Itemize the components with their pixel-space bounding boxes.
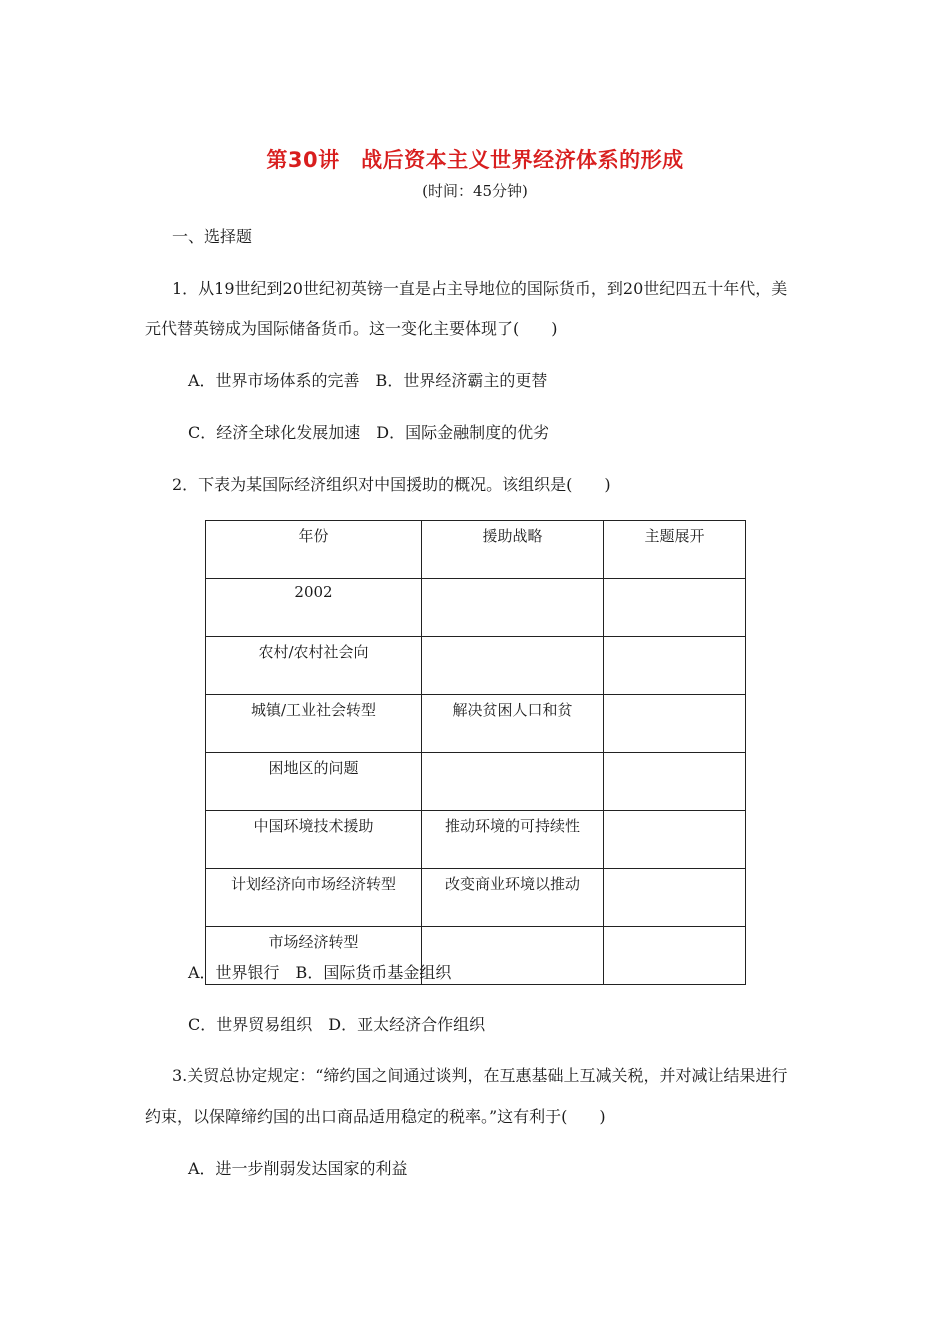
table-cell xyxy=(604,811,746,869)
section-heading: 一、选择题 xyxy=(172,227,253,246)
table-row xyxy=(206,753,746,811)
table-cell: 农村/农村社会向 xyxy=(206,637,422,695)
table-cell: 改变商业环境以推动 xyxy=(422,869,604,927)
table-row xyxy=(206,579,746,637)
table-cell: 推动环境的可持续性 xyxy=(422,811,604,869)
table-cell xyxy=(604,637,746,695)
table-header-cell: 主题展开 xyxy=(604,521,746,579)
table-cell xyxy=(604,869,746,927)
table-row xyxy=(206,637,746,695)
table-row xyxy=(206,869,746,927)
table-cell xyxy=(422,579,604,637)
question-1-line-2: 元代替英镑成为国际储备货币。这一变化主要体现了( ) xyxy=(145,319,558,338)
question-1-options-cd: C．经济全球化发展加速 D．国际金融制度的优劣 xyxy=(188,423,550,442)
question-3-line-1: 3.关贸总协定规定：“缔约国之间通过谈判，在互惠基础上互减关税，并对减让结果进行 xyxy=(172,1066,788,1085)
table-header-cell: 年份 xyxy=(206,521,422,579)
table-row xyxy=(206,811,746,869)
table-cell: 2002 xyxy=(206,579,422,637)
question-1-line-1: 1．从19世纪到20世纪初英镑一直是占主导地位的国际货币，到20世纪四五十年代，美 xyxy=(172,279,788,298)
table-cell: 计划经济向市场经济转型 xyxy=(206,869,422,927)
question-1-options-ab: A．世界市场体系的完善 B．世界经济霸主的更替 xyxy=(188,371,548,390)
table-cell xyxy=(604,579,746,637)
table-cell xyxy=(422,637,604,695)
question-3-line-2: 约束，以保障缔约国的出口商品适用稳定的税率。”这有利于( ) xyxy=(145,1107,606,1126)
aid-table xyxy=(205,520,746,985)
question-2-options-ab: A．世界银行 B．国际货币基金组织 xyxy=(188,963,452,982)
table-cell xyxy=(604,753,746,811)
question-2-stem: 2．下表为某国际经济组织对中国援助的概况。该组织是( ) xyxy=(172,475,611,494)
table-cell xyxy=(422,753,604,811)
table-cell: 解决贫困人口和贫 xyxy=(422,695,604,753)
table-cell: 城镇/工业社会转型 xyxy=(206,695,422,753)
page-title: 第30讲 战后资本主义世界经济体系的形成 xyxy=(266,148,684,172)
time-limit: (时间：45分钟) xyxy=(422,182,528,200)
table-header-cell: 援助战略 xyxy=(422,521,604,579)
table-cell xyxy=(604,927,746,985)
table-cell: 市场经济转型 xyxy=(206,927,422,985)
question-3-option-a: A．进一步削弱发达国家的利益 xyxy=(188,1159,408,1178)
table-cell xyxy=(604,695,746,753)
table-row xyxy=(206,695,746,753)
table-cell: 困地区的问题 xyxy=(206,753,422,811)
question-2-options-cd: C．世界贸易组织 D．亚太经济合作组织 xyxy=(188,1015,486,1034)
table-header-row xyxy=(206,521,746,579)
table-cell: 中国环境技术援助 xyxy=(206,811,422,869)
